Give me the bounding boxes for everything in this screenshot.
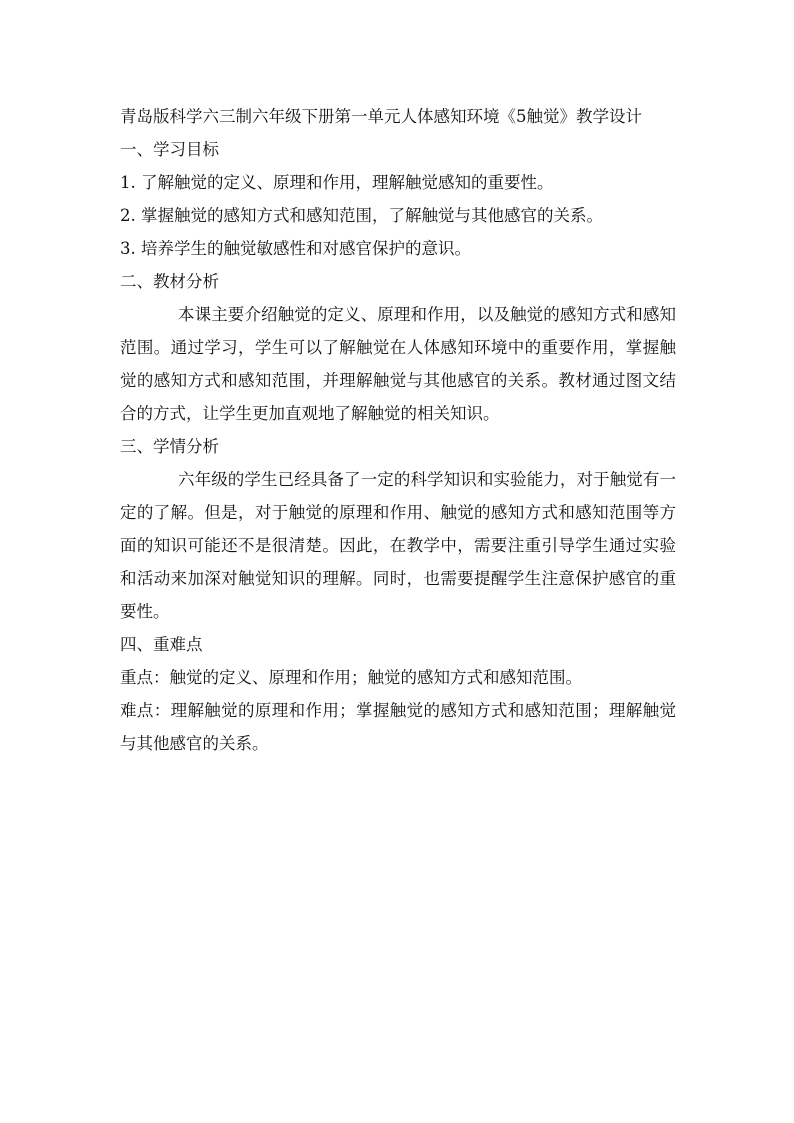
objective-item-2: 2. 掌握触觉的感知方式和感知范围，了解触觉与其他感官的关系。 bbox=[120, 206, 603, 225]
student-analysis-paragraph: 六年级的学生已经具备了一定的科学知识和实验能力，对于触觉有一定的了解。但是，对于触觉的原理和作用、触觉的感知方式和感知范围等方面的知识可能还不是很清楚。因此，在教学中，需要注重引导学生通过实验和活动来加深对触觉知识的理解。同时，也需要提醒学生注意保护感官的重要性。 bbox=[120, 470, 676, 621]
section-heading-students: 三、学情分析 bbox=[120, 437, 219, 456]
section-heading-objectives: 一、学习目标 bbox=[120, 140, 219, 159]
key-point-text: 重点：触觉的定义、原理和作用；触觉的感知方式和感知范围。 bbox=[120, 668, 582, 687]
document-body bbox=[120, 100, 676, 760]
objective-item-1: 1. 了解触觉的定义、原理和作用，理解触觉感知的重要性。 bbox=[120, 173, 554, 192]
section-heading-keypoints: 四、重难点 bbox=[120, 635, 203, 654]
objective-item-3: 3. 培养学生的触觉敏感性和对感官保护的意识。 bbox=[120, 239, 471, 258]
document-title: 青岛版科学六三制六年级下册第一单元人体感知环境《5触觉》教学设计 bbox=[120, 107, 642, 126]
textbook-analysis-paragraph: 本课主要介绍触觉的定义、原理和作用，以及触觉的感知方式和感知范围。通过学习，学生可以了解触觉在人体感知环境中的重要作用，掌握触觉的感知方式和感知范围，并理解触觉与其他感官的关系。教材通过图文结合的方式，让学生更加直观地了解触觉的相关知识。 bbox=[120, 305, 676, 423]
section-heading-textbook: 二、教材分析 bbox=[120, 272, 219, 291]
difficult-point-text: 难点：理解触觉的原理和作用；掌握触觉的感知方式和感知范围；理解触觉与其他感官的关系。 bbox=[120, 701, 676, 753]
